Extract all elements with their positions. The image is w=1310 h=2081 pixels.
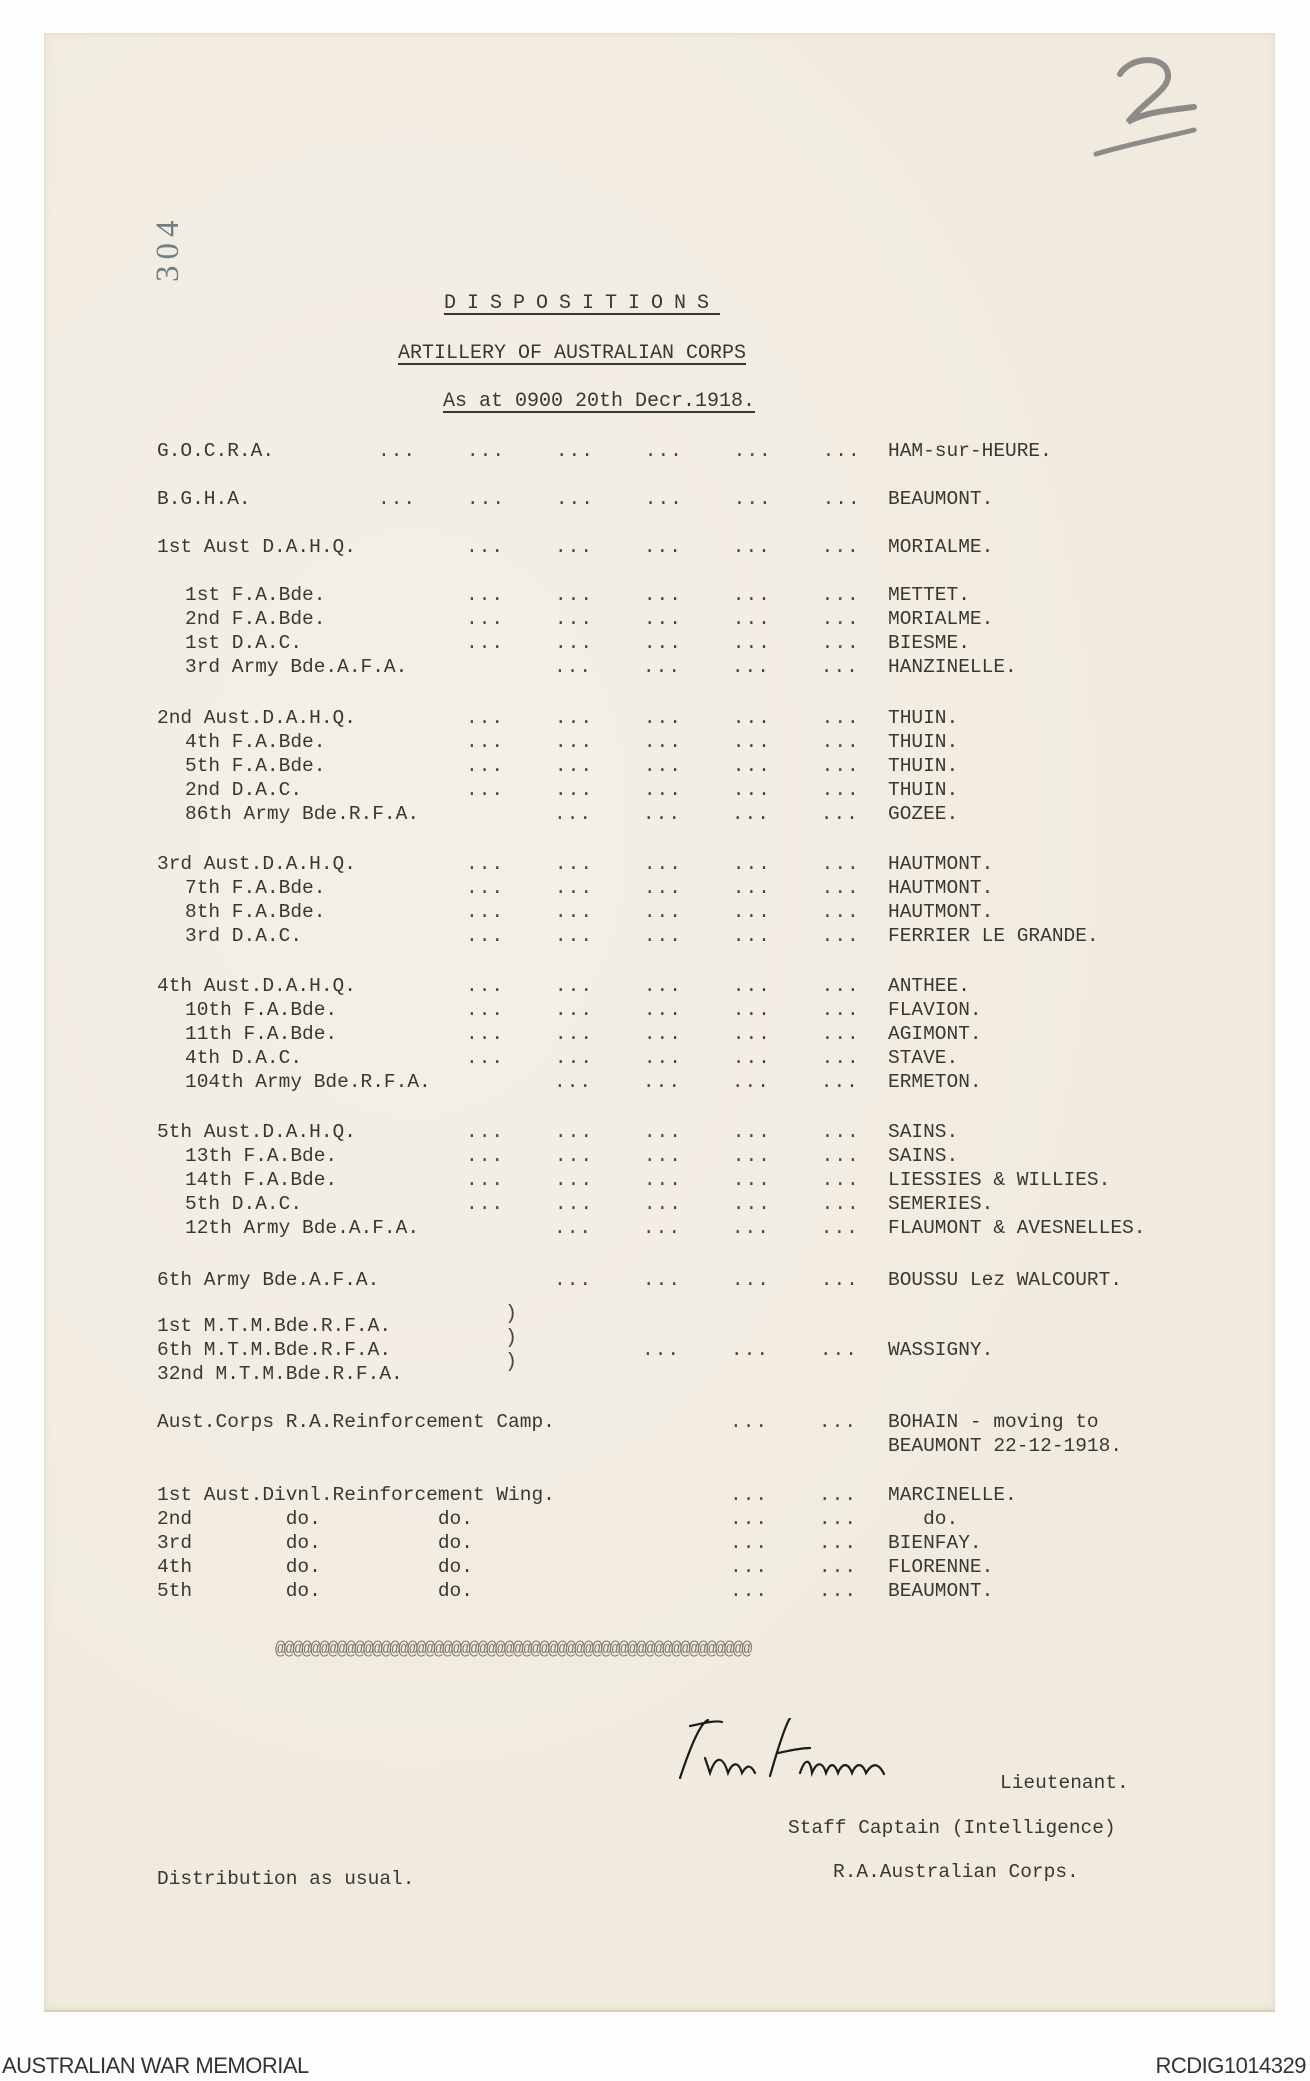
leader-dots: ... ... ... ... ... ... bbox=[378, 488, 861, 510]
document-date: As at 0900 20th Decr.1918. bbox=[443, 390, 756, 413]
unit-name: 1st Aust.Divnl.Reinforcement Wing. bbox=[157, 1484, 555, 1506]
unit-name: 5th do. do. bbox=[157, 1580, 473, 1602]
location: GOZEE. bbox=[888, 803, 959, 825]
location: BIENFAY. bbox=[888, 1532, 982, 1554]
location: FLAUMONT & AVESNELLES. bbox=[888, 1217, 1146, 1239]
leader-dots: ... ... ... ... ... bbox=[466, 608, 860, 630]
leader-dots: ... ... ... ... ... bbox=[466, 1047, 860, 1069]
location: ANTHEE. bbox=[888, 975, 970, 997]
leader-dots: ... ... ... ... ... bbox=[466, 1193, 860, 1215]
location: BIESME. bbox=[888, 632, 970, 654]
unit-name: 13th F.A.Bde. bbox=[185, 1145, 338, 1167]
leader-dots: ... ... ... ... ... bbox=[466, 1169, 860, 1191]
unit-name: 4th do. do. bbox=[157, 1556, 473, 1578]
location: BEAUMONT 22-12-1918. bbox=[888, 1435, 1123, 1457]
folio-number: 304 bbox=[150, 214, 186, 282]
unit-name: 32nd M.T.M.Bde.R.F.A. bbox=[157, 1363, 403, 1385]
location: BOUSSU Lez WALCOURT. bbox=[888, 1269, 1123, 1291]
struck-out-line: @@@@@@@@@@@@@@@@@@@@@@@@@@@@@@@@@@@@@@@@@@@@@@@@@@@@@@ bbox=[275, 1640, 751, 1660]
leader-dots: ... ... ... ... ... bbox=[466, 584, 860, 606]
location: AGIMONT. bbox=[888, 1023, 982, 1045]
location: HAUTMONT. bbox=[888, 901, 994, 923]
location: LIESSIES & WILLIES. bbox=[888, 1169, 1111, 1191]
location: FLORENNE. bbox=[888, 1556, 994, 1578]
unit-name: 6th Army Bde.A.F.A. bbox=[157, 1269, 380, 1291]
unit-name: 86th Army Bde.R.F.A. bbox=[185, 803, 420, 825]
leader-dots: ... ... bbox=[730, 1508, 858, 1530]
leader-dots: ... ... ... ... bbox=[554, 1269, 859, 1291]
leader-dots: ... ... ... ... bbox=[554, 1071, 859, 1093]
leader-dots: ... ... ... bbox=[642, 1339, 858, 1361]
leader-dots: ... ... ... ... ... bbox=[466, 731, 860, 753]
location: HAUTMONT. bbox=[888, 853, 994, 875]
unit-name: 2nd do. do. bbox=[157, 1508, 473, 1530]
unit-name: 7th F.A.Bde. bbox=[185, 877, 326, 899]
leader-dots: ... ... ... ... ... bbox=[466, 975, 860, 997]
leader-dots: ... ... ... ... ... bbox=[466, 877, 860, 899]
location: THUIN. bbox=[888, 707, 959, 729]
unit-name: 1st D.A.C. bbox=[185, 632, 303, 654]
leader-dots: ... ... ... ... ... bbox=[466, 755, 860, 777]
location: BOHAIN - moving to bbox=[888, 1411, 1099, 1433]
leader-dots: ... ... bbox=[730, 1484, 858, 1506]
unit-name: G.O.C.R.A. bbox=[157, 440, 275, 462]
leader-dots: ... ... ... ... ... bbox=[466, 1023, 860, 1045]
location: THUIN. bbox=[888, 779, 959, 801]
unit-name: 6th M.T.M.Bde.R.F.A. bbox=[157, 1339, 392, 1361]
leader-dots: ... ... ... ... ... bbox=[466, 925, 860, 947]
leader-dots: ... ... ... ... ... bbox=[466, 779, 860, 801]
leader-dots: ... ... ... ... ... bbox=[466, 632, 860, 654]
signatory-rank: Lieutenant. bbox=[1000, 1772, 1129, 1794]
location: BEAUMONT. bbox=[888, 1580, 994, 1602]
signatory-unit: R.A.Australian Corps. bbox=[833, 1861, 1079, 1883]
location: SAINS. bbox=[888, 1145, 959, 1167]
leader-dots: ... ... bbox=[730, 1556, 858, 1578]
leader-dots: ... ... ... ... ... bbox=[466, 536, 860, 558]
footer-institution: AUSTRALIAN WAR MEMORIAL bbox=[2, 2053, 309, 2078]
location: SEMERIES. bbox=[888, 1193, 994, 1215]
location: BEAUMONT. bbox=[888, 488, 994, 510]
location: FLAVION. bbox=[888, 999, 982, 1021]
unit-name: 2nd F.A.Bde. bbox=[185, 608, 326, 630]
location: FERRIER LE GRANDE. bbox=[888, 925, 1099, 947]
leader-dots: ... ... ... ... bbox=[554, 656, 859, 678]
unit-name: Aust.Corps R.A.Reinforcement Camp. bbox=[157, 1411, 555, 1433]
grouping-brace: ) ) ) bbox=[505, 1303, 518, 1374]
unit-name: 1st F.A.Bde. bbox=[185, 584, 326, 606]
location: MORIALME. bbox=[888, 608, 994, 630]
document-title: DISPOSITIONS bbox=[444, 292, 721, 315]
leader-dots: ... ... ... ... ... bbox=[466, 999, 860, 1021]
location: METTET. bbox=[888, 584, 970, 606]
unit-name: 12th Army Bde.A.F.A. bbox=[185, 1217, 420, 1239]
leader-dots: ... ... ... ... ... bbox=[466, 1121, 860, 1143]
leader-dots: ... ... bbox=[730, 1580, 858, 1602]
leader-dots: ... ... ... ... ... bbox=[466, 853, 860, 875]
unit-name: 3rd do. do. bbox=[157, 1532, 473, 1554]
unit-name: 4th F.A.Bde. bbox=[185, 731, 326, 753]
leader-dots: ... ... bbox=[730, 1532, 858, 1554]
unit-name: 2nd Aust.D.A.H.Q. bbox=[157, 707, 356, 729]
location: SAINS. bbox=[888, 1121, 959, 1143]
leader-dots: ... ... bbox=[730, 1411, 858, 1433]
signatory-title: Staff Captain (Intelligence) bbox=[788, 1817, 1116, 1839]
location: WASSIGNY. bbox=[888, 1339, 994, 1361]
pencil-page-number-mark bbox=[1090, 52, 1200, 157]
unit-name: 4th Aust.D.A.H.Q. bbox=[157, 975, 356, 997]
document-subtitle: ARTILLERY OF AUSTRALIAN CORPS bbox=[398, 342, 747, 365]
unit-name: 104th Army Bde.R.F.A. bbox=[185, 1071, 431, 1093]
unit-name: 1st M.T.M.Bde.R.F.A. bbox=[157, 1315, 392, 1337]
location: THUIN. bbox=[888, 731, 959, 753]
location: STAVE. bbox=[888, 1047, 959, 1069]
location: MARCINELLE. bbox=[888, 1484, 1017, 1506]
leader-dots: ... ... ... ... ... bbox=[466, 707, 860, 729]
unit-name: 3rd Aust.D.A.H.Q. bbox=[157, 853, 356, 875]
unit-name: 5th F.A.Bde. bbox=[185, 755, 326, 777]
distribution-note: Distribution as usual. bbox=[157, 1868, 415, 1890]
leader-dots: ... ... ... ... ... bbox=[466, 1145, 860, 1167]
unit-name: 14th F.A.Bde. bbox=[185, 1169, 338, 1191]
footer-record-id: RCDIG1014329 bbox=[1155, 2053, 1306, 2078]
unit-name: 11th F.A.Bde. bbox=[185, 1023, 338, 1045]
location: HAUTMONT. bbox=[888, 877, 994, 899]
unit-name: 3rd D.A.C. bbox=[185, 925, 303, 947]
location: HANZINELLE. bbox=[888, 656, 1017, 678]
leader-dots: ... ... ... ... ... ... bbox=[378, 440, 861, 462]
leader-dots: ... ... ... ... ... bbox=[466, 901, 860, 923]
location: MORIALME. bbox=[888, 536, 994, 558]
location: do. bbox=[888, 1508, 959, 1530]
unit-name: 3rd Army Bde.A.F.A. bbox=[185, 656, 408, 678]
leader-dots: ... ... ... ... bbox=[554, 1217, 859, 1239]
unit-name: 5th Aust.D.A.H.Q. bbox=[157, 1121, 356, 1143]
unit-name: 4th D.A.C. bbox=[185, 1047, 303, 1069]
unit-name: B.G.H.A. bbox=[157, 488, 251, 510]
handwritten-signature bbox=[660, 1718, 960, 1788]
location: THUIN. bbox=[888, 755, 959, 777]
location: ERMETON. bbox=[888, 1071, 982, 1093]
unit-name: 8th F.A.Bde. bbox=[185, 901, 326, 923]
location: HAM-sur-HEURE. bbox=[888, 440, 1052, 462]
leader-dots: ... ... ... ... bbox=[554, 803, 859, 825]
unit-name: 1st Aust D.A.H.Q. bbox=[157, 536, 356, 558]
unit-name: 2nd D.A.C. bbox=[185, 779, 303, 801]
unit-name: 5th D.A.C. bbox=[185, 1193, 303, 1215]
unit-name: 10th F.A.Bde. bbox=[185, 999, 338, 1021]
